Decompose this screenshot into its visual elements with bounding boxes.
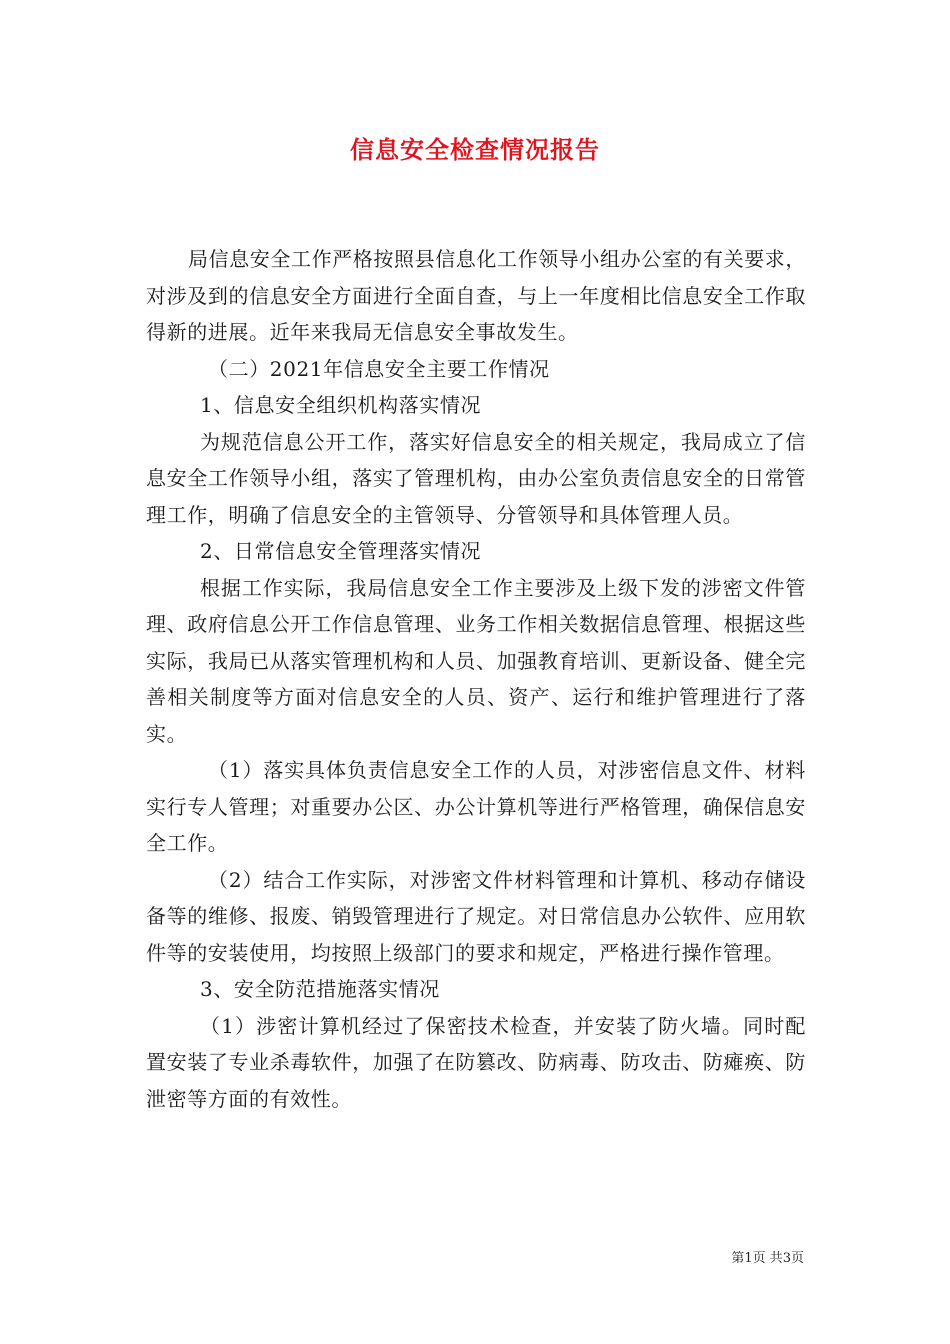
- paragraph-item-2: （2）结合工作实际，对涉密文件材料管理和计算机、移动存储设备等的维修、报废、销毁管理进行了规定。对日常信息办公软件、应用软件等的安装使用，均按照上级部门的要求和规定，严格进行操作管理。: [146, 867, 806, 965]
- page-number: 第1页 共3页: [731, 1251, 804, 1266]
- paragraph-security-measures: （1）涉密计算机经过了保密技术检查，并安装了防火墙。同时配置安装了专业杀毒软件，加强了在防篡改、防病毒、防攻击、防瘫痪、防泄密等方面的有效性。: [146, 1013, 806, 1111]
- document-title: 信息安全检查情况报告: [350, 136, 600, 164]
- paragraph-intro: 局信息安全工作严格按照县信息化工作领导小组办公室的有关要求，对涉及到的信息安全方面进行全面自查，与上一年度相比信息安全工作取得新的进展。近年来我局无信息安全事故发生。: [146, 247, 806, 344]
- subheading-daily-management: 2、日常信息安全管理落实情况: [200, 539, 482, 563]
- section-heading-2021-work: （二）2021年信息安全主要工作情况: [208, 356, 550, 381]
- paragraph-item-1: （1）落实具体负责信息安全工作的人员，对涉密信息文件、材料实行专人管理；对重要办公区、办公计算机等进行严格管理，确保信息安全工作。: [146, 758, 806, 855]
- document-body: [146, 241, 806, 1117]
- paragraph-daily-management: 根据工作实际，我局信息安全工作主要涉及上级下发的涉密文件管理、政府信息公开工作信息管理、业务工作相关数据信息管理、根据这些实际，我局已从落实管理机构和人员、加强教育培训、更新设备、健全完善相关制度等方面对信息安全的人员、资产、运行和维护管理进行了落实。: [146, 575, 806, 746]
- subheading-organization: 1、信息安全组织机构落实情况: [200, 393, 482, 417]
- subheading-security-measures: 3、安全防范措施落实情况: [200, 977, 440, 1001]
- paragraph-organization: 为规范信息公开工作，落实好信息安全的相关规定，我局成立了信息安全工作领导小组，落实了管理机构，由办公室负责信息安全的日常管理工作，明确了信息安全的主管领导、分管领导和具体管理人员。: [146, 429, 806, 527]
